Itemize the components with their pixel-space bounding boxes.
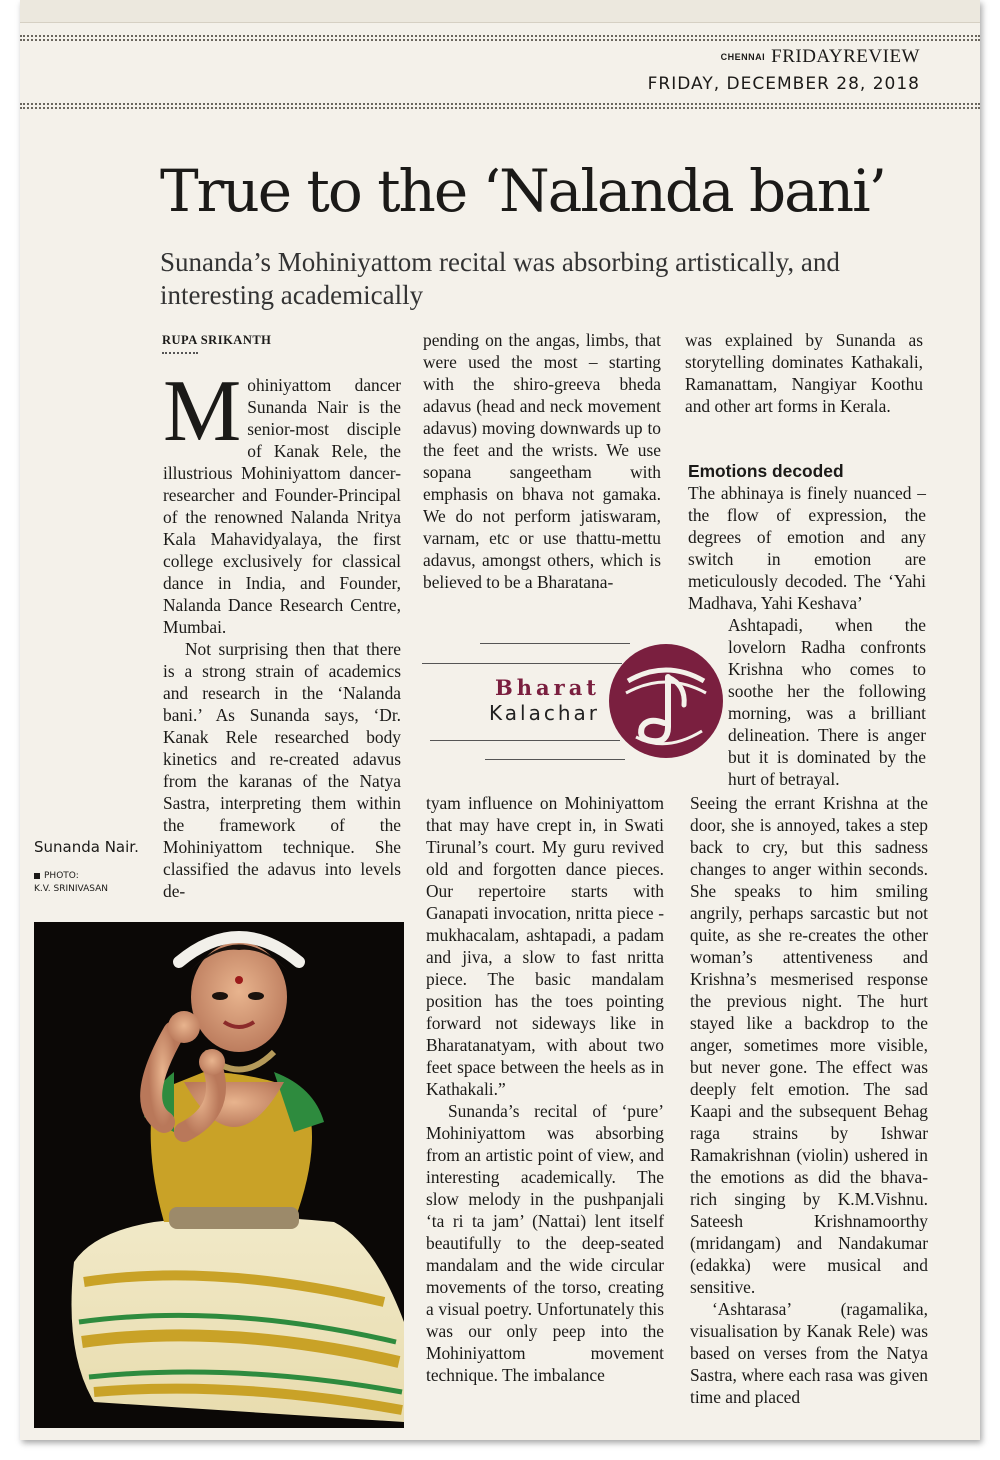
paragraph: Not surprising then that there is a strong strain of academics and research in the ‘Nalanda bani.’ As Sunanda says, ‘Dr. Kanak Rele researched body kinetics and re-created adavus from the karanas of the Natya Sastra, interpreting them within the framework of the Mohiniyattom technique. She classified the adavus into levels de- — [163, 639, 401, 901]
logo-rule — [485, 759, 625, 760]
paragraph: tyam influence on Mohiniyattom that may have crept in, in Swati Tirunal’s court. My guru revived old and forgotten dance pieces. Our repertoire starts with Ganapati invocation, nritta piece - mukhacalam, ashtapadi, a padam and jiva, a slow to fast nritta piece. The basic mandalam position has the toes pointing forward not sideways like in Bharatanatyam, with about two feet space between the heels as in Kathakali.” — [426, 793, 664, 1099]
paragraph: was explained by Sunanda as storytelling dominates Kathakali, Ramanattam, Nangiyar Koothu and other art forms in Kerala. — [685, 330, 923, 416]
article-headline: True to the ‘Nalanda bani’ — [160, 157, 886, 225]
article-column-3-bottom — [690, 792, 928, 1408]
article-column-3-subsection — [688, 460, 926, 614]
photo-credit-label: PHOTO: — [44, 871, 79, 881]
dateline-rule — [20, 107, 980, 109]
drop-cap: M — [163, 363, 242, 460]
photo-caption — [34, 838, 154, 896]
bharat-kalachar-logo — [410, 635, 730, 765]
dancer-photo — [34, 922, 404, 1428]
masthead-rule — [20, 35, 980, 37]
photo-credit-name: K.V. SRINIVASAN — [34, 884, 108, 894]
article-column-2-bottom — [426, 792, 664, 1386]
paragraph: The abhinaya is finely nuanced – the flow of expression, the degrees of emotion and any switch in emotion are meticulously decoded. The ‘Yahi Madhava, Yahi Keshava’ — [688, 483, 926, 613]
masthead-section: FRIDAYREVIEW — [771, 46, 920, 67]
page-top-edge — [20, 0, 980, 23]
article-byline: RUPA SRIKANTH — [162, 333, 272, 347]
paragraph: Sunanda’s recital of ‘pure’ Mohiniyattom was absorbing from an artistic point of view, and interesting academically. The slow melody in the pushpanjali ‘ta ri ta jam’ (Nattai) lent itself beautifully to the deep-seated mandalam and the wide circular movements of the torso, creating a visual poetry. Unfortunately this was our only peep into the Mohiniyattom movement technique. The imbalance — [426, 1101, 664, 1385]
logo-text-kalachar: Kalachar — [489, 701, 600, 725]
music-note-emblem-icon — [606, 641, 726, 761]
byline-rule — [162, 352, 198, 354]
paragraph: pending on the angas, limbs, that were used the most – starting with the shiro-greeva bheda adavus (head and neck movement adavus) moving downwards up to the feet and the wrists. We use sopana sangeetham with emphasis on bhava not gamaka. We do not perform jatiswaram, varnam, etc or use thattu-mettu adavus, amongst others, which is believed to be a Bharatana- — [423, 330, 661, 592]
article-column-2-top — [423, 329, 661, 593]
bullet-square-icon — [34, 873, 40, 879]
logo-rule — [430, 740, 620, 741]
paragraph: ‘Ashtarasa’ (ragamalika, visualisation by Kanak Rele) was based on verses from the Natya Sastra, where each rasa was given time and placed — [690, 1299, 928, 1407]
paragraph-text: ohiniyattom dancer Sunanda Nair is the senior-most disciple of Kanak Rele, the illustrious Mohiniyattom dancer-researcher and Founder-Principal of the renowned Nalanda Nritya Kala Mahavidyalaya, the first college exclusively for classical dance in India, and Founder, Nalanda Dance Research Centre, Mumbai. — [163, 375, 401, 637]
logo-text-bharat: Bharat — [495, 675, 600, 700]
article-column-3-wrap — [728, 614, 926, 790]
logo-rule — [422, 663, 622, 664]
paragraph: Seeing the errant Krishna at the door, she is annoyed, takes a step back to cry, but this sadness changes to anger within seconds. She speaks to him smiling angrily, perhaps sarcastic but not quite, as she re-creates the other woman’s attentiveness and Krishna’s mesmerised response the previous night. The hurt stayed like a backdrop to the anger, sometimes more visible, but never gone. The effect was deeply felt emotion. The sad Kaapi and the subsequent Behag raga strains by Ishwar Ramakrishnan (violin) ushered in the emotions as did the bhava-rich singing by K.M.Vishnu. Sateesh Krishnamoorthy (mridangam) and Nandakumar (edakka) were musical and sensitive. — [690, 793, 928, 1297]
dateline-rule — [20, 103, 980, 105]
masthead-rule — [20, 39, 980, 41]
masthead-city: CHENNAI — [720, 52, 766, 62]
newspaper-page — [20, 0, 980, 1440]
dancer-illustration — [34, 922, 404, 1428]
dateline: FRIDAY, DECEMBER 28, 2018 — [647, 74, 920, 94]
masthead — [721, 46, 920, 68]
article-column-3-top — [685, 329, 923, 417]
paragraph: Ashtapadi, when the lovelorn Radha confronts Krishna who comes to soothe her the following morning, was a brilliant delineation. There is anger but it is dominated by the hurt of betrayal. — [728, 615, 926, 789]
paragraph — [163, 363, 401, 638]
article-column-1 — [163, 363, 401, 902]
photo-credit — [34, 870, 154, 896]
caption-text: Sunanda Nair. — [34, 838, 139, 856]
article-deck: Sunanda’s Mohiniyattom recital was absorbing artistically, and interesting academically — [160, 247, 840, 310]
subheading: Emotions decoded — [688, 461, 844, 481]
